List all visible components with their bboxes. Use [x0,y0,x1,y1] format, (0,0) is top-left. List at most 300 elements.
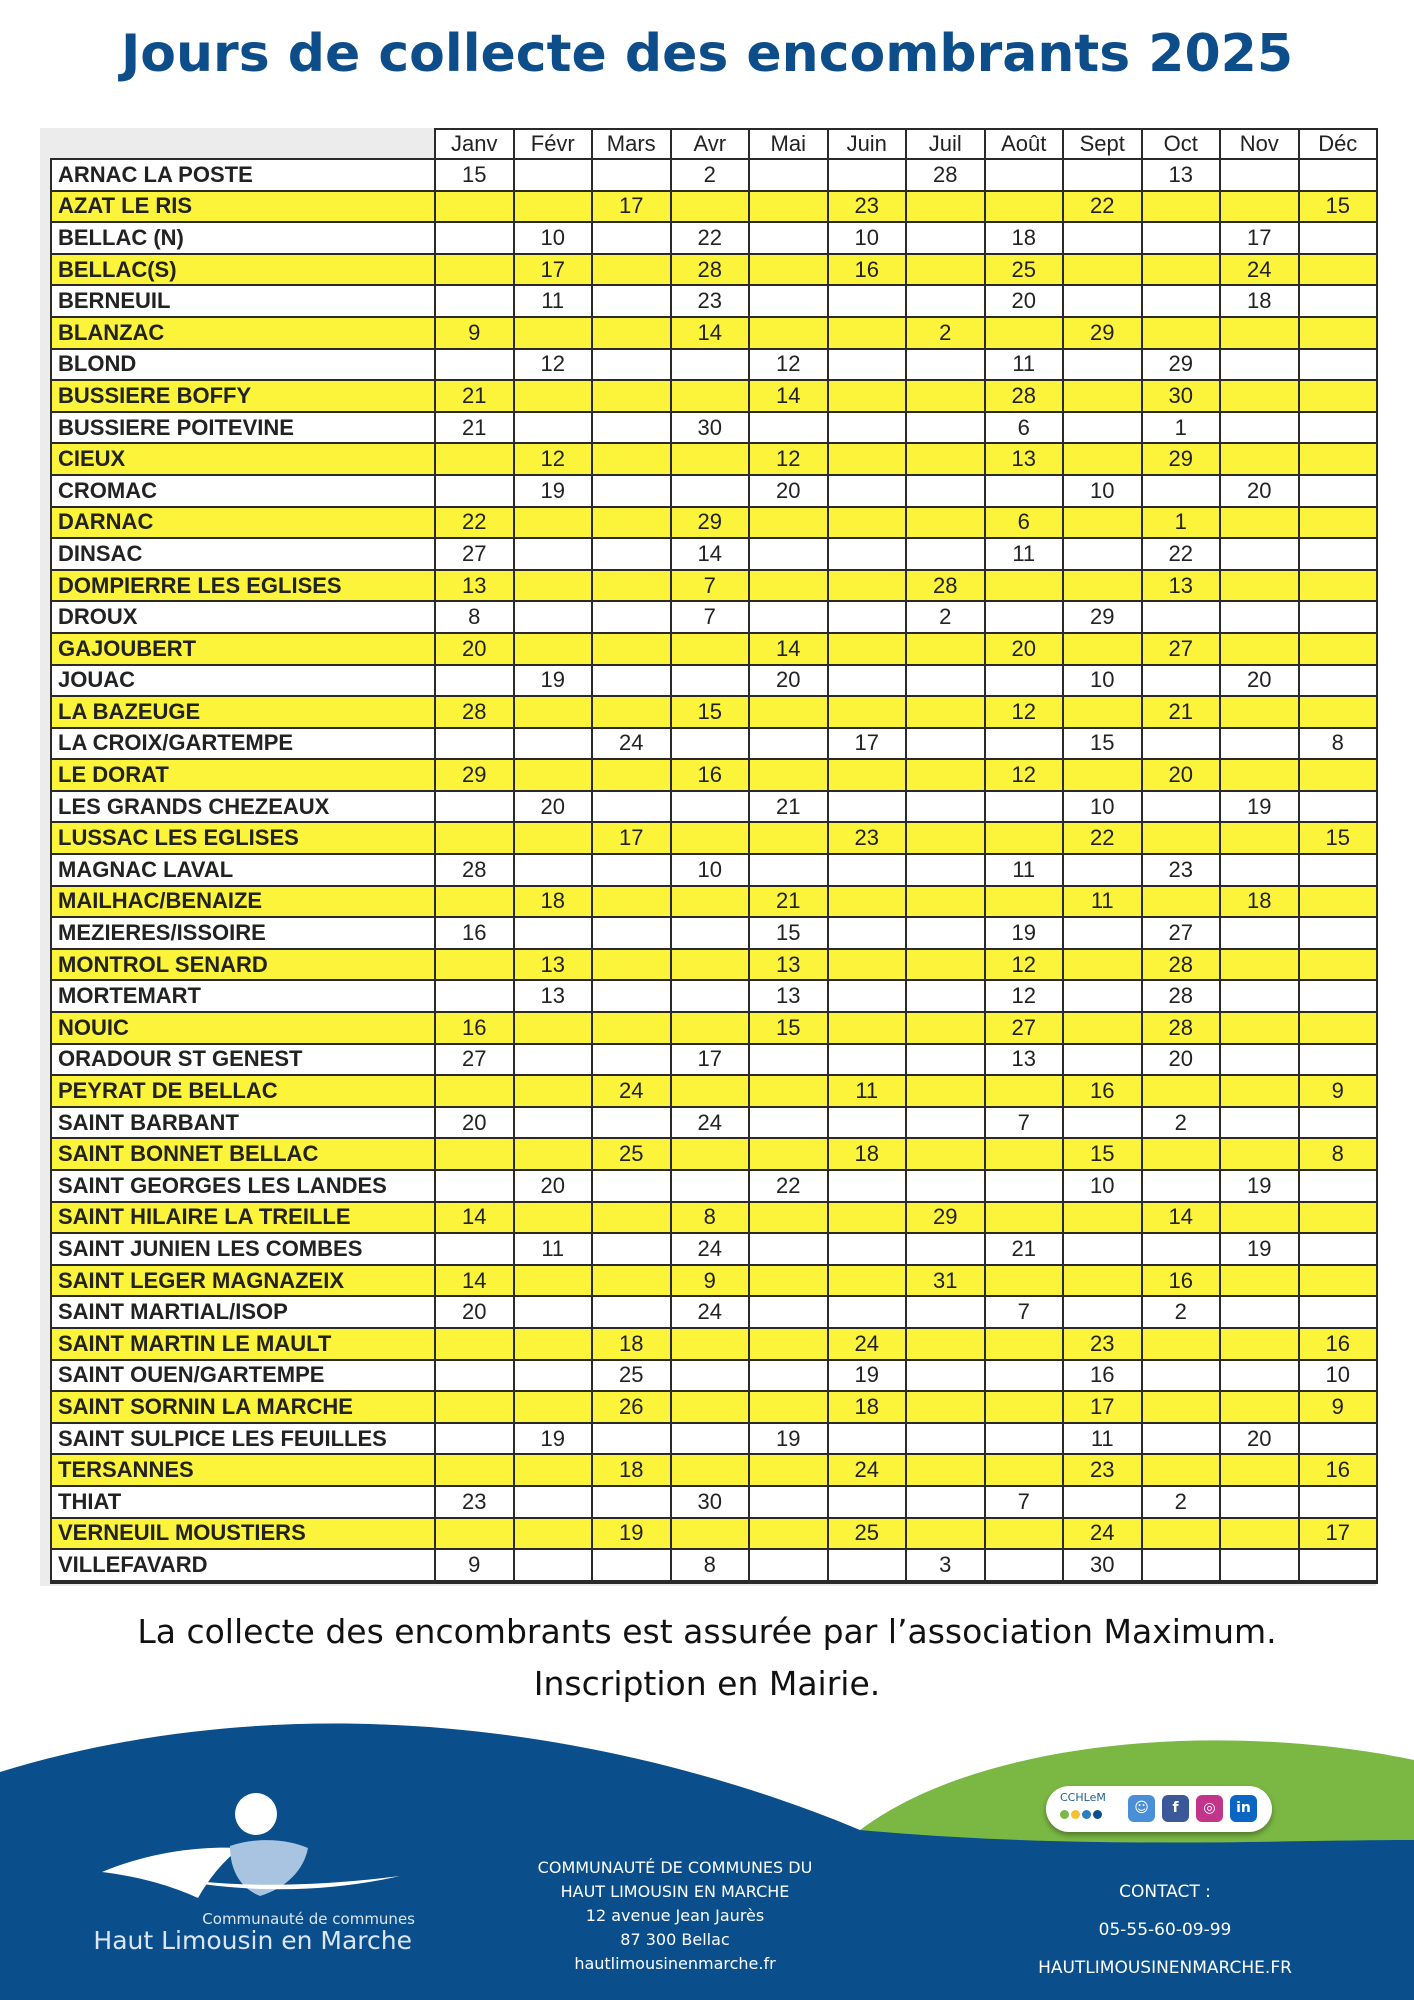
collection-day-cell: 21 [749,886,828,918]
commune-name: BELLAC (N) [51,222,435,254]
collection-day-cell: 11 [514,285,593,317]
collection-day-cell [514,507,593,539]
table-row [51,1012,1377,1044]
collection-day-cell: 29 [1142,443,1221,475]
collection-day-cell [906,1296,985,1328]
collection-day-cell: 10 [828,222,907,254]
table-row [51,159,1377,191]
collection-day-cell: 15 [1063,728,1142,760]
collection-day-cell [828,1233,907,1265]
commune-name: BLOND [51,349,435,381]
collection-day-cell: 10 [1063,791,1142,823]
collection-day-cell [514,854,593,886]
collection-day-cell [1063,507,1142,539]
collection-day-cell: 29 [1142,349,1221,381]
collection-day-cell [828,759,907,791]
commune-name: LUSSAC LES EGLISES [51,822,435,854]
collection-day-cell: 2 [906,601,985,633]
collection-day-cell: 7 [985,1107,1064,1139]
collection-day-cell [514,759,593,791]
collection-day-cell: 17 [592,822,671,854]
collection-day-cell: 8 [671,1202,750,1234]
collection-day-cell [1220,696,1299,728]
collection-day-cell [749,1518,828,1550]
collection-day-cell [592,1044,671,1076]
table-row [51,222,1377,254]
collection-day-cell: 21 [985,1233,1064,1265]
collection-day-cell [828,1202,907,1234]
collection-day-cell: 17 [828,728,907,760]
collection-day-cell: 20 [985,285,1064,317]
commune-name: CROMAC [51,475,435,507]
collection-day-cell: 23 [828,822,907,854]
collection-day-cell [671,665,750,697]
collection-day-cell [671,191,750,223]
collection-day-cell [514,633,593,665]
collection-day-cell [1220,380,1299,412]
collection-day-cell [985,159,1064,191]
cchlem-label: CCHLeM [1060,1791,1106,1804]
collection-day-cell [1299,1581,1378,1583]
collection-day-cell [592,475,671,507]
collection-day-cell: 19 [1220,791,1299,823]
collection-day-cell: 27 [435,538,514,570]
collection-day-cell [435,665,514,697]
org-line-4: 87 300 Bellac [620,1930,730,1949]
collection-day-cell [435,1391,514,1423]
collection-day-cell [828,980,907,1012]
collection-day-cell: 9 [435,1549,514,1581]
collection-day-cell [749,1486,828,1518]
collection-day-cell [749,570,828,602]
brand-dot-icon [1071,1810,1080,1819]
collection-day-cell: 28 [435,854,514,886]
collection-day-cell [1142,665,1221,697]
collection-day-cell [1220,1044,1299,1076]
collection-day-cell: 14 [435,1202,514,1234]
collection-day-cell [906,1391,985,1423]
collection-day-cell: 11 [985,538,1064,570]
commune-name: SAINT BARBANT [51,1107,435,1139]
collection-day-cell [749,1296,828,1328]
month-header: Oct [1142,129,1221,159]
collection-day-cell: 11 [1063,886,1142,918]
collection-day-cell [906,191,985,223]
collection-day-cell: 2 [1142,1296,1221,1328]
collection-day-cell [514,1107,593,1139]
collection-day-cell: 18 [592,1328,671,1360]
collection-day-cell [1063,159,1142,191]
collection-day-cell [985,1454,1064,1486]
collection-day-cell: 11 [514,1233,593,1265]
collection-day-cell [435,222,514,254]
table-row [51,886,1377,918]
table-row [51,1581,1377,1583]
collection-day-cell [985,1360,1064,1392]
commune-name: LES GRANDS CHEZEAUX [51,791,435,823]
collection-day-cell: 25 [985,254,1064,286]
collection-day-cell [985,1328,1064,1360]
table-row [51,601,1377,633]
collection-day-cell [1299,665,1378,697]
collection-day-cell: 16 [671,759,750,791]
collection-day-cell [1142,1138,1221,1170]
collection-day-cell: 14 [749,380,828,412]
collection-day-cell [671,1075,750,1107]
collection-day-cell [749,1454,828,1486]
collection-day-cell: 19 [1220,1233,1299,1265]
collection-day-cell [828,1044,907,1076]
org-line-1: COMMUNAUTÉ DE COMMUNES DU [537,1858,813,1877]
collection-day-cell: 19 [514,475,593,507]
collection-day-cell [906,917,985,949]
collection-day-cell [1220,349,1299,381]
instagram-icon[interactable]: ◎ [1196,1795,1223,1822]
collection-day-cell [592,412,671,444]
collection-day-cell [749,1328,828,1360]
collection-day-cell: 12 [985,980,1064,1012]
collection-day-cell [1299,854,1378,886]
collection-day-cell: 23 [671,285,750,317]
collection-day-cell: 28 [906,159,985,191]
collection-day-cell: 21 [435,412,514,444]
collection-day-cell [749,222,828,254]
commune-name: VERNEUIL MOUSTIERS [51,1518,435,1550]
table-row [51,285,1377,317]
collection-day-cell [749,1549,828,1581]
collection-day-cell: 16 [828,254,907,286]
collection-day-cell: 13 [514,949,593,981]
collection-day-cell [1220,412,1299,444]
collection-day-cell [749,1265,828,1297]
collection-day-cell: 18 [1220,285,1299,317]
commune-name: DROUX [51,601,435,633]
collection-day-cell [1142,1454,1221,1486]
collection-day-cell: 22 [435,507,514,539]
collection-day-cell [435,728,514,760]
collection-day-cell [1063,1202,1142,1234]
collection-day-cell [1299,1012,1378,1044]
logo-subtitle: Communauté de communes [202,1910,415,1928]
collection-day-cell: 21 [749,791,828,823]
month-header: Août [985,129,1064,159]
collection-day-cell [749,822,828,854]
commune-name: ORADOUR ST GENEST [51,1044,435,1076]
commune-name: BUSSIERE BOFFY [51,380,435,412]
collection-day-cell [985,570,1064,602]
collection-day-cell [1063,854,1142,886]
collection-day-cell [435,254,514,286]
collection-day-cell: 25 [828,1518,907,1550]
collection-day-cell: 7 [671,570,750,602]
collection-day-cell [1063,1012,1142,1044]
org-line-3: 12 avenue Jean Jaurès [585,1906,765,1925]
commune-name: SAINT GEORGES LES LANDES [51,1170,435,1202]
collection-day-cell: 27 [435,1044,514,1076]
collection-day-cell [435,475,514,507]
collection-day-cell [906,1107,985,1139]
collection-day-cell [1220,317,1299,349]
collection-day-cell: 16 [1142,1265,1221,1297]
collection-day-cell [828,443,907,475]
collection-day-cell: 6 [985,412,1064,444]
collection-day-cell [592,633,671,665]
commune-name: SAINT HILAIRE LA TREILLE [51,1202,435,1234]
collection-day-cell [749,759,828,791]
collection-day-cell [514,570,593,602]
collection-day-cell [906,854,985,886]
collection-day-cell: 27 [985,1012,1064,1044]
collection-day-cell [1063,285,1142,317]
collection-day-cell [1063,570,1142,602]
collection-day-cell [1299,1044,1378,1076]
collection-day-cell: 30 [671,412,750,444]
app-icon[interactable]: ☺ [1128,1795,1155,1822]
collection-day-cell: 7 [985,1296,1064,1328]
month-header: Sept [1063,129,1142,159]
collection-day-cell [828,380,907,412]
collection-day-cell [906,759,985,791]
collection-day-cell [906,507,985,539]
collection-day-cell: 13 [985,1044,1064,1076]
collection-day-cell [828,538,907,570]
collection-day-cell [906,980,985,1012]
collection-day-cell [1220,1265,1299,1297]
collection-day-cell [906,1170,985,1202]
collection-day-cell [906,886,985,918]
collection-day-cell: 19 [828,1360,907,1392]
month-header: Avr [671,129,750,159]
collection-day-cell [906,443,985,475]
collection-day-cell [435,443,514,475]
collection-day-cell: 8 [1299,728,1378,760]
collection-day-cell [1299,349,1378,381]
collection-day-cell [1220,1549,1299,1581]
collection-day-cell [514,412,593,444]
collection-day-cell: 13 [1142,570,1221,602]
collection-day-cell [1299,1549,1378,1581]
collection-day-cell [906,380,985,412]
commune-name: PEYRAT DE BELLAC [51,1075,435,1107]
collection-day-cell [1142,791,1221,823]
collection-day-cell [592,254,671,286]
collection-day-cell: 12 [985,949,1064,981]
collection-day-cell [985,475,1064,507]
commune-name: ARNAC LA POSTE [51,159,435,191]
collection-day-cell [1299,1233,1378,1265]
collection-day-cell [906,222,985,254]
collection-day-cell [1063,1581,1142,1583]
table-row [51,1170,1377,1202]
collection-day-cell [1142,1549,1221,1581]
collection-day-cell [1220,1138,1299,1170]
collection-day-cell [435,1233,514,1265]
facebook-icon[interactable]: f [1162,1795,1189,1822]
brand-dot-icon [1093,1810,1102,1819]
collection-day-cell: 10 [1063,475,1142,507]
collection-day-cell [1299,254,1378,286]
collection-day-cell [828,854,907,886]
collection-day-cell: 20 [435,1296,514,1328]
commune-name: SAINT MARTIAL/ISOP [51,1296,435,1328]
collection-day-cell: 17 [514,254,593,286]
collection-day-cell [749,1075,828,1107]
collection-day-cell [514,1265,593,1297]
collection-day-cell [671,475,750,507]
collection-day-cell [749,1044,828,1076]
collection-day-cell [906,1486,985,1518]
collection-day-cell: 25 [592,1360,671,1392]
collection-day-cell: 12 [985,759,1064,791]
collection-day-cell: 15 [1299,191,1378,223]
collection-day-cell [749,1581,828,1583]
table-row [51,728,1377,760]
collection-day-cell [1299,412,1378,444]
commune-name: MAGNAC LAVAL [51,854,435,886]
collection-day-cell [1299,1423,1378,1455]
collection-day-cell [1299,886,1378,918]
contact-website[interactable]: HAUTLIMOUSINENMARCHE.FR [1038,1958,1292,1978]
collection-day-cell [592,1581,671,1583]
collection-day-cell: 14 [671,317,750,349]
table-row [51,1296,1377,1328]
collection-day-cell: 6 [985,507,1064,539]
collection-day-cell [592,854,671,886]
collection-day-cell [592,159,671,191]
collection-day-cell: 11 [1063,1423,1142,1455]
table-row [51,759,1377,791]
collection-day-cell: 30 [1063,1549,1142,1581]
collection-day-cell [906,1518,985,1550]
collection-day-cell [1299,759,1378,791]
collection-day-cell: 10 [514,222,593,254]
table-row [51,1518,1377,1550]
commune-name: BLANZAC [51,317,435,349]
collection-day-cell [592,949,671,981]
collection-day-cell [906,285,985,317]
collection-day-cell [1220,191,1299,223]
collection-day-cell [671,633,750,665]
brand-dot-icon [1082,1810,1091,1819]
collection-day-cell [1220,822,1299,854]
collection-day-cell [1142,285,1221,317]
collection-day-cell [985,1391,1064,1423]
collection-day-cell [1220,1486,1299,1518]
collection-day-cell [1220,728,1299,760]
collection-day-cell: 19 [985,917,1064,949]
collection-day-cell: 12 [514,443,593,475]
collection-day-cell [749,317,828,349]
collection-day-cell [906,791,985,823]
collection-day-cell [1142,1233,1221,1265]
linkedin-icon[interactable]: in [1230,1795,1257,1822]
collection-day-cell [435,349,514,381]
collection-day-cell [1220,1202,1299,1234]
table-row [51,665,1377,697]
collection-day-cell [1299,380,1378,412]
collection-day-cell: 14 [671,538,750,570]
collection-day-cell: 17 [671,1044,750,1076]
collection-day-cell [671,980,750,1012]
month-header-row [51,129,1377,159]
collection-day-cell [1299,980,1378,1012]
collection-day-cell [1299,475,1378,507]
collection-day-cell [1142,1518,1221,1550]
collection-day-cell [514,728,593,760]
collection-day-cell: 17 [592,191,671,223]
commune-name: SAINT SORNIN LA MARCHE [51,1391,435,1423]
collection-day-cell: 10 [1063,665,1142,697]
collection-day-cell [1299,222,1378,254]
collection-day-cell: 23 [1063,1454,1142,1486]
collection-day-cell [985,822,1064,854]
collection-day-cell: 20 [1220,475,1299,507]
collection-table-body [51,159,1377,1583]
collection-day-cell [828,1486,907,1518]
collection-day-cell: 13 [1142,159,1221,191]
table-row [51,317,1377,349]
collection-day-cell: 28 [1142,1012,1221,1044]
page-title: Jours de collecte des encombrants 2025 [120,24,1294,84]
collection-day-cell [1220,1012,1299,1044]
collection-table [50,128,1378,1584]
org-website[interactable]: hautlimousinenmarche.fr [574,1954,776,1973]
collection-day-cell [906,1423,985,1455]
collection-day-cell: 25 [592,1138,671,1170]
collection-day-cell [828,1265,907,1297]
note-line-1: La collecte des encombrants est assurée par l’association Maximum. [137,1612,1277,1651]
collection-day-cell: 7 [671,601,750,633]
commune-name: DOMPIERRE LES EGLISES [51,570,435,602]
month-header: Janv [435,129,514,159]
collection-day-cell: 9 [1299,1075,1378,1107]
social-links [1046,1786,1272,1832]
collection-day-cell: 27 [1142,633,1221,665]
collection-day-cell: 24 [671,1107,750,1139]
commune-name: AZAT LE RIS [51,191,435,223]
collection-day-cell: 19 [1220,1170,1299,1202]
collection-day-cell [671,1360,750,1392]
collection-day-cell [435,1360,514,1392]
collection-day-cell [985,601,1064,633]
collection-day-cell: 28 [671,254,750,286]
contact-phone[interactable]: 05-55-60-09-99 [1098,1920,1232,1940]
collection-day-cell: 22 [671,222,750,254]
table-row [51,380,1377,412]
collection-day-cell [435,1170,514,1202]
collection-day-cell: 20 [514,1170,593,1202]
collection-day-cell: 12 [749,349,828,381]
collection-day-cell [435,1138,514,1170]
collection-day-cell [514,538,593,570]
collection-day-cell: 15 [435,159,514,191]
collection-day-cell [906,1012,985,1044]
collection-day-cell: 19 [749,1423,828,1455]
collection-day-cell: 19 [514,665,593,697]
collection-day-cell [1299,791,1378,823]
collection-day-cell [828,791,907,823]
collection-day-cell [1063,980,1142,1012]
collection-day-cell: 15 [1063,1138,1142,1170]
collection-day-cell [1220,917,1299,949]
collection-day-cell [1220,633,1299,665]
collection-day-cell: 23 [828,191,907,223]
collection-day-cell [985,1549,1064,1581]
collection-day-cell: 16 [1299,1328,1378,1360]
table-row [51,1454,1377,1486]
collection-day-cell [1299,159,1378,191]
collection-day-cell: 15 [749,1012,828,1044]
